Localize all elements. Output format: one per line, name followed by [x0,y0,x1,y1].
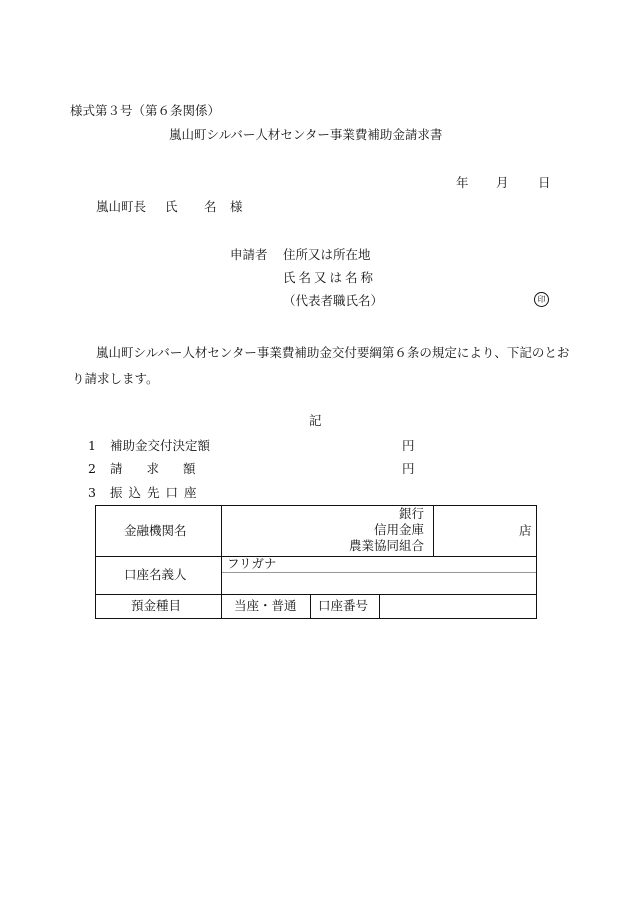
item3-label: 振込先口座 [110,485,203,500]
account-holder-label: 口座名義人 [124,567,187,582]
deposit-type-value: 当座・普通 [234,598,297,613]
bank-type-credit-union: 信用金庫 [373,522,424,537]
table-rule [221,506,222,618]
account-table [95,505,537,619]
item1-unit: 円 [402,438,415,453]
applicant-address-label: 住所又は所在地 [283,247,371,262]
item2-label-char: 額 [183,461,196,476]
bank-type-agri-coop: 農業協同組合 [348,538,424,553]
date-year-label: 年 [456,175,469,190]
table-rule [433,506,434,556]
item1-label: 補助金交付決定額 [110,438,211,453]
branch-label: 店 [519,523,532,538]
document-title: 嵐山町シルバー人材センター事業費補助金請求書 [169,127,443,142]
deposit-type-label: 預金種目 [131,598,182,613]
table-rule [310,594,311,618]
addressee-mei: 名 [204,199,217,214]
item2-label [110,461,196,477]
table-rule [96,556,536,557]
furigana-label: フリガナ [227,556,277,571]
item2-number: 2 [88,461,96,476]
body-text: 嵐山町シルバー人材センター事業費補助金交付要綱第６条の規定により、下記のとおり請求します。 [72,345,570,386]
bank-type-bank: 銀行 [398,506,424,521]
item3-number: 3 [88,485,96,500]
applicant-label: 申請者 [230,247,268,262]
table-rule [379,594,380,618]
addressee-name: 嵐山町長 [96,199,147,214]
form-number: 様式第３号（第６条関係） [70,103,221,118]
item2-label-char: 請 [110,461,123,476]
item2-unit: 円 [402,461,415,476]
addressee-honorific: 様 [230,199,243,214]
ki-heading: 記 [309,413,322,428]
date-day-label: 日 [538,175,551,190]
date-month-label: 月 [496,175,509,190]
bank-name-label: 金融機関名 [124,523,187,538]
seal-mark: 印 [534,292,549,307]
applicant-representative-label: （代表者職氏名） [283,293,384,308]
item1-number: 1 [88,438,96,453]
furigana-rule [221,572,536,573]
addressee-shi: 氏 [165,199,178,214]
table-rule [96,594,536,595]
applicant-name-label: 氏名又は名称 [283,270,377,285]
item2-label-char: 求 [146,461,160,476]
account-number-label: 口座番号 [318,598,369,613]
